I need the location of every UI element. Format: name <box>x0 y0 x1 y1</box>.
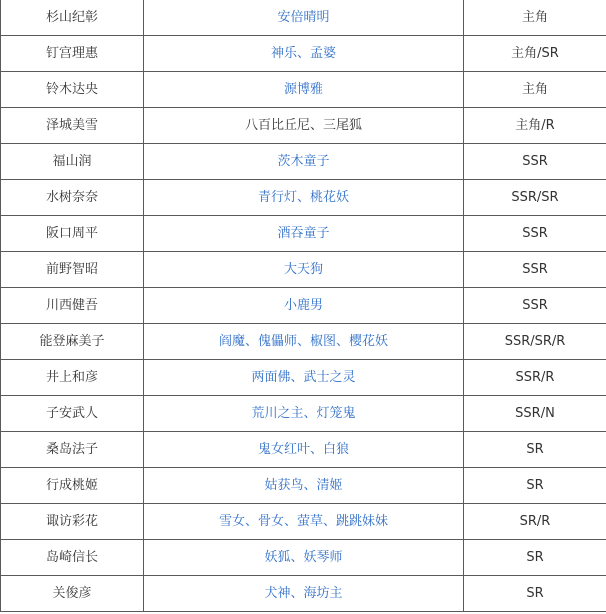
rarity-cell: 主角 <box>464 0 606 36</box>
rarity-cell: 主角/SR <box>464 36 606 72</box>
table-row <box>1 144 606 180</box>
shikigami-roles-cell[interactable]: 源博雅 <box>144 72 464 108</box>
voice-actor-cell: 桑岛法子 <box>1 432 144 468</box>
rarity-cell: 主角 <box>464 72 606 108</box>
rarity-cell: SSR/R <box>464 360 606 396</box>
voice-actor-cell: 井上和彦 <box>1 360 144 396</box>
table-row <box>1 576 606 612</box>
voice-actor-cell: 杉山纪彰 <box>1 0 144 36</box>
voice-actor-cell: 铃木达央 <box>1 72 144 108</box>
voice-actor-cell: 关俊彦 <box>1 576 144 612</box>
shikigami-roles-cell: 八百比丘尼、三尾狐 <box>144 108 464 144</box>
voice-actor-cell: 诹访彩花 <box>1 504 144 540</box>
table-row <box>1 432 606 468</box>
shikigami-roles-cell[interactable]: 鬼女红叶、白狼 <box>144 432 464 468</box>
rarity-cell: SSR <box>464 288 606 324</box>
shikigami-roles-cell[interactable]: 阎魔、傀儡师、椒图、樱花妖 <box>144 324 464 360</box>
voice-actor-cell: 前野智昭 <box>1 252 144 288</box>
table-row <box>1 72 606 108</box>
shikigami-roles-cell[interactable]: 姑获鸟、清姬 <box>144 468 464 504</box>
voice-actor-cell: 阪口周平 <box>1 216 144 252</box>
rarity-cell: SR <box>464 576 606 612</box>
shikigami-roles-cell[interactable]: 神乐、孟婆 <box>144 36 464 72</box>
voice-actor-cell: 川西健吾 <box>1 288 144 324</box>
table-row <box>1 504 606 540</box>
rarity-cell: SSR/SR <box>464 180 606 216</box>
shikigami-roles-cell[interactable]: 安倍晴明 <box>144 0 464 36</box>
shikigami-roles-cell[interactable]: 妖狐、妖琴师 <box>144 540 464 576</box>
table-row <box>1 252 606 288</box>
table-row <box>1 216 606 252</box>
rarity-cell: 主角/R <box>464 108 606 144</box>
table-row <box>1 0 606 36</box>
table-row <box>1 288 606 324</box>
table-row <box>1 468 606 504</box>
shikigami-roles-cell[interactable]: 大天狗 <box>144 252 464 288</box>
voice-actor-cell: 岛崎信长 <box>1 540 144 576</box>
shikigami-roles-cell[interactable]: 两面佛、武士之灵 <box>144 360 464 396</box>
table-row <box>1 36 606 72</box>
table-row <box>1 540 606 576</box>
rarity-cell: SSR/SR/R <box>464 324 606 360</box>
voice-actor-cell: 能登麻美子 <box>1 324 144 360</box>
rarity-cell: SR <box>464 540 606 576</box>
voice-actor-cell: 行成桃姬 <box>1 468 144 504</box>
rarity-cell: SSR <box>464 252 606 288</box>
table-row <box>1 180 606 216</box>
voice-actor-cell: 水树奈奈 <box>1 180 144 216</box>
table-body <box>1 0 606 612</box>
table-row <box>1 108 606 144</box>
rarity-cell: SR <box>464 468 606 504</box>
table-row <box>1 324 606 360</box>
table-row <box>1 360 606 396</box>
shikigami-roles-cell[interactable]: 青行灯、桃花妖 <box>144 180 464 216</box>
shikigami-roles-cell[interactable]: 小鹿男 <box>144 288 464 324</box>
rarity-cell: SR/R <box>464 504 606 540</box>
shikigami-roles-cell[interactable]: 酒吞童子 <box>144 216 464 252</box>
rarity-cell: SSR <box>464 144 606 180</box>
voice-actor-cell: 子安武人 <box>1 396 144 432</box>
voice-actor-cell: 钉宫理惠 <box>1 36 144 72</box>
shikigami-roles-cell[interactable]: 荒川之主、灯笼鬼 <box>144 396 464 432</box>
rarity-cell: SSR <box>464 216 606 252</box>
table-row <box>1 396 606 432</box>
voice-actor-cell: 泽城美雪 <box>1 108 144 144</box>
rarity-cell: SR <box>464 432 606 468</box>
shikigami-roles-cell[interactable]: 茨木童子 <box>144 144 464 180</box>
shikigami-roles-cell[interactable]: 雪女、骨女、萤草、跳跳妹妹 <box>144 504 464 540</box>
rarity-cell: SSR/N <box>464 396 606 432</box>
shikigami-roles-cell[interactable]: 犬神、海坊主 <box>144 576 464 612</box>
voice-actor-cell: 福山润 <box>1 144 144 180</box>
